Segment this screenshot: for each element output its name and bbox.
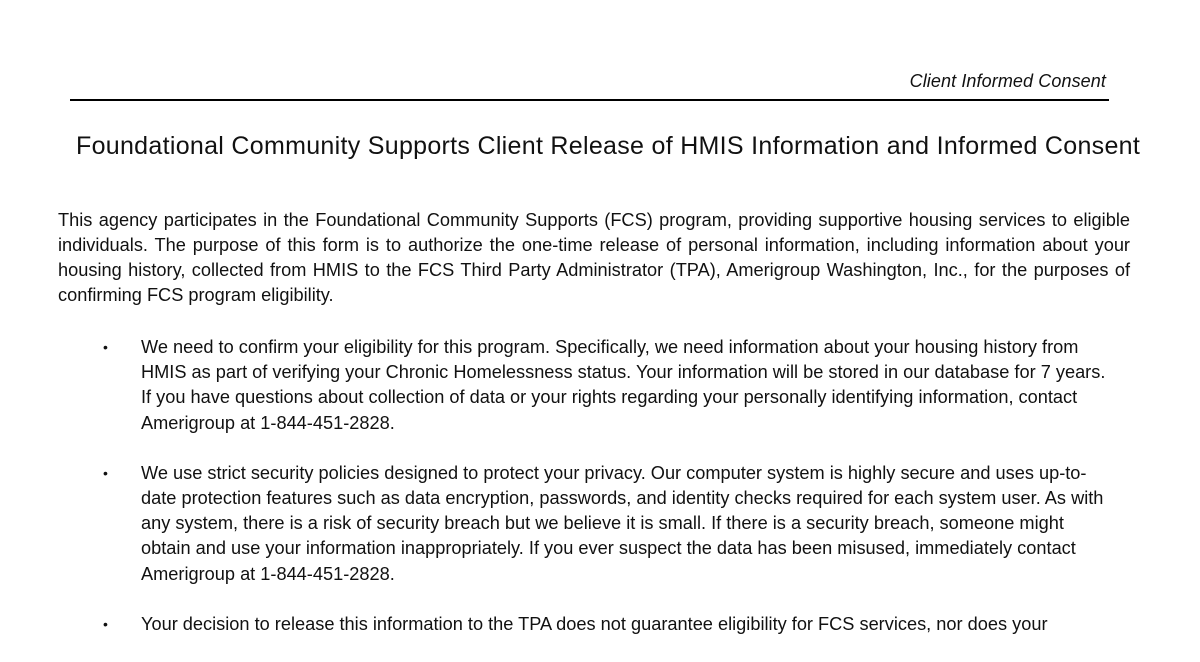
bullet-item-eligibility: [0, 335, 1106, 436]
bullet-text: We need to confirm your eligibility for this program. Specifically, we need information about your housing history from HMIS as part of verifying your Chronic Homelessness status. Your information will be stored in our database for 7 years. If you have questions about collection of data or your rights regarding your personally identifying information, contact Amerigroup at 1-844-451-2828.: [141, 337, 1106, 433]
consent-bullet-list: [0, 335, 1200, 662]
running-header: Client Informed Consent: [909, 71, 1106, 91]
bullet-icon: •: [103, 339, 108, 355]
intro-paragraph: This agency participates in the Foundational Community Supports (FCS) program, providing supportive housing services to eligible individuals. The purpose of this form is to authorize the one-time release of personal information, including information about your housing history, collected from HMIS to the FCS Third Party Administrator (TPA), Amerigroup Washington, Inc., for the purposes of confirming FCS program eligibility.: [58, 210, 1130, 305]
bullet-icon: •: [103, 464, 108, 481]
bullet-text: We use strict security policies designed to protect your privacy. Our computer system is highly secure and uses up-to-date protection features such as data encryption, passwords, and identity checks required for each system user. As with any system, there is a risk of security breach but we believe it is small. If there is a security breach, someone might obtain and use your information inappropriately. If you ever suspect the data has been misused, immediately contact Amerigroup at 1-844-451-2828.: [141, 462, 1104, 584]
bullet-item-security: [0, 461, 1106, 587]
bullet-icon: •: [103, 615, 108, 632]
document-title: Foundational Community Supports Client Release of HMIS Information and Informed Consent: [76, 132, 1141, 160]
header-divider: [70, 99, 1109, 101]
bullet-text: Your decision to release this information to the TPA does not guarantee eligibility for FCS services, nor does your: [141, 613, 1048, 634]
bullet-item-decision: [0, 612, 1106, 637]
